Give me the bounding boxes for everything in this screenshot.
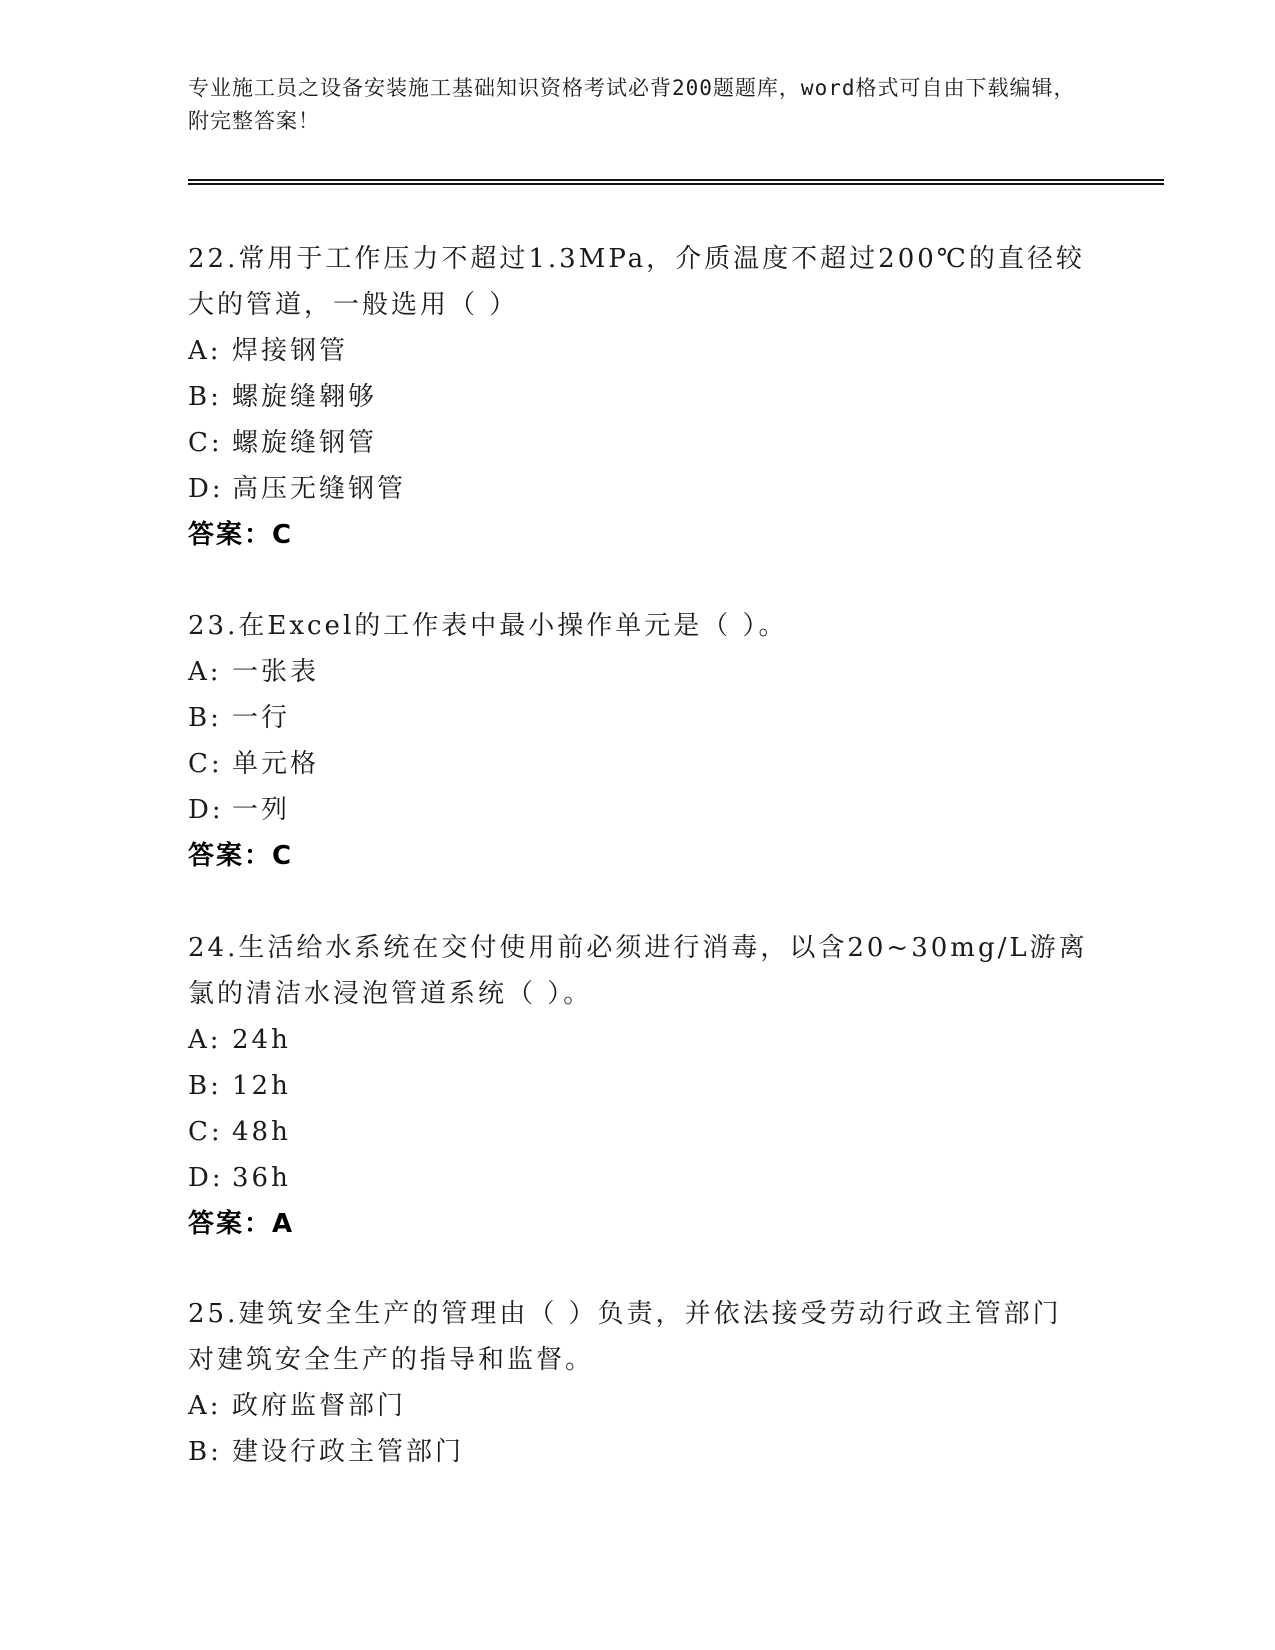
option-text: 政府监督部门 [232,1391,407,1421]
option-text: 焊接钢管 [232,336,349,366]
option-text: 建设行政主管部门 [232,1437,465,1467]
option-text: 24h [232,1025,291,1055]
option-a [188,1383,1088,1429]
header-divider-bottom [188,183,1164,185]
option-key: B: [188,1071,222,1101]
option-a [188,649,1088,695]
option-key: A: [188,657,222,687]
option-a [188,328,1088,374]
document-header-text: 专业施工员之设备安装施工基础知识资格考试必背200题题库，word格式可自由下载编辑，附完整答案！ [188,76,1076,133]
option-key: C: [188,428,223,458]
option-text: 螺旋缝翱够 [232,382,378,412]
option-text: 一张表 [232,657,320,687]
option-text: 高压无缝钢管 [232,474,407,504]
option-text: 螺旋缝钢管 [232,428,378,458]
question-22 [188,236,1088,558]
option-key: A: [188,1025,222,1055]
option-a [188,1017,1088,1063]
option-key: B: [188,382,222,412]
answer: 答案：C [188,520,294,550]
option-key: C: [188,1117,223,1147]
option-c [188,1109,1088,1155]
option-c [188,741,1088,787]
option-b [188,695,1088,741]
option-d [188,1155,1088,1201]
option-text: 48h [232,1117,291,1147]
question-24 [188,925,1088,1247]
option-key: D: [188,1163,224,1193]
option-d [188,466,1088,512]
answer: 答案：C [188,841,294,871]
option-text: 36h [232,1163,291,1193]
question-text: 22.常用于工作压力不超过1.3MPa，介质温度不超过200℃的直径较大的管道，一般选用（ ） [188,244,1085,320]
option-b [188,1063,1088,1109]
question-23 [188,603,1088,879]
option-text: 一列 [232,795,291,825]
option-key: B: [188,703,222,733]
option-c [188,420,1088,466]
option-key: B: [188,1437,222,1467]
question-text: 23.在Excel的工作表中最小操作单元是（ ）。 [188,611,788,641]
option-d [188,787,1088,833]
question-text: 25.建筑安全生产的管理由（ ）负责，并依法接受劳动行政主管部门对建筑安全生产的指导和监督。 [188,1299,1062,1375]
option-b [188,374,1088,420]
option-key: D: [188,795,224,825]
option-key: D: [188,474,224,504]
option-text: 一行 [232,703,291,733]
option-text: 单元格 [232,749,320,779]
header-divider-top [188,179,1164,181]
question-text: 24.生活给水系统在交付使用前必须进行消毒，以含20~30mg/L游离氯的清洁水浸泡管道系统（ ）。 [188,933,1088,1009]
option-text: 12h [232,1071,291,1101]
option-key: A: [188,1391,222,1421]
option-b [188,1429,1088,1475]
option-key: A: [188,336,222,366]
question-25 [188,1291,1088,1475]
answer: 答案：A [188,1209,295,1239]
option-key: C: [188,749,223,779]
